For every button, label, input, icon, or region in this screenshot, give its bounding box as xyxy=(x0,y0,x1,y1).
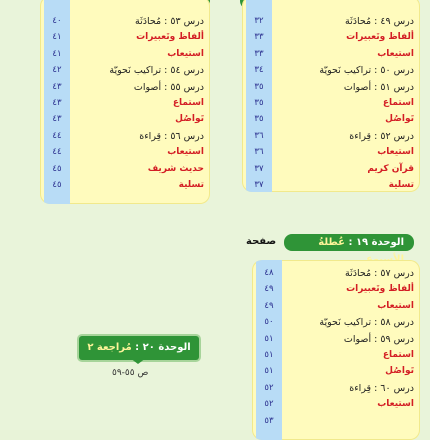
page-number: ٤١ xyxy=(52,48,62,59)
toc-entry: درس ٥٠ : تراكيب نَحويّة xyxy=(319,65,414,77)
page-number: ٤٤ xyxy=(52,130,62,141)
toc-entry: درس ٥٩ : أصوات xyxy=(343,333,414,345)
toc-entry: حديث شريف xyxy=(147,163,204,174)
page-number: ٣٦ xyxy=(254,147,264,158)
page-number: ٣٢ xyxy=(254,16,264,26)
unit-17-page-column xyxy=(246,0,272,192)
page-number: ٣٧ xyxy=(254,180,264,190)
page-number: ٤٩ xyxy=(264,300,274,311)
page-number: ٣٤ xyxy=(254,65,264,76)
page-number: ٤٣ xyxy=(52,81,62,92)
toc-entry: تسلية xyxy=(388,180,414,190)
page-number: ٥١ xyxy=(264,350,274,360)
unit-20-prefix: الوحدة ٢٠ : xyxy=(131,342,191,353)
unit-20-review-badge xyxy=(79,336,199,360)
unit-18-card xyxy=(40,0,210,204)
toc-entry: درس ٤٩ : مُحادَثَة xyxy=(345,16,414,27)
toc-entry: استيعاب xyxy=(377,399,414,410)
page-number: ٥٣ xyxy=(264,415,274,426)
toc-entry: استيعاب xyxy=(377,300,414,311)
unit-20-pages: ص ٥٥-٥٩ xyxy=(112,368,149,378)
unit-20-title: مُراجعة ٢ xyxy=(87,342,132,353)
page-number: ٣٥ xyxy=(254,81,264,92)
toc-entry: تسلية xyxy=(178,180,204,190)
toc-entry: استيعاب xyxy=(377,48,414,59)
toc-entry: ألفاظ وتَعبيرات xyxy=(136,32,204,43)
page-number: ٥١ xyxy=(264,366,274,377)
unit-18-rows xyxy=(74,0,210,204)
unit-17-card xyxy=(242,0,420,192)
page-number: ٤٨ xyxy=(264,268,274,278)
page-number: ٣٥ xyxy=(254,98,264,108)
page-number: ٣٣ xyxy=(254,32,264,43)
toc-entry: درس ٥٤ : تراكيب نَحويّة xyxy=(109,65,204,77)
toc-entry: استماع xyxy=(382,98,414,108)
page-number: ٣٧ xyxy=(254,163,264,174)
toc-entry: تَواصُل xyxy=(175,114,204,125)
page-number: ٤٤ xyxy=(52,147,62,158)
page-number: ٤١ xyxy=(52,32,62,43)
toc-entry: تَواصُل xyxy=(385,114,414,125)
unit-19-card xyxy=(252,260,420,440)
toc-entry: ألفاظ وتَعبيرات xyxy=(346,32,414,43)
page-number: ٤٣ xyxy=(52,114,62,125)
toc-entry: درس ٥١ : أصوات xyxy=(343,81,414,93)
toc-entry: استماع xyxy=(382,350,414,360)
page-number: ٤٥ xyxy=(52,163,62,174)
toc-entry: درس ٦٠ : قِراءة xyxy=(349,382,414,394)
page-number: ٤٠ xyxy=(52,16,62,26)
unit-19-header xyxy=(284,234,414,251)
page-number: ٥٠ xyxy=(264,317,274,328)
page-number: ٥١ xyxy=(264,333,274,344)
toc-entry xyxy=(290,414,414,429)
toc-entry: درس ٥٦ : قِراءة xyxy=(139,130,204,142)
unit-18-page-column xyxy=(44,0,70,204)
page-number: ٣٦ xyxy=(254,130,264,141)
page-number: ٥٢ xyxy=(264,382,274,393)
toc-entry: درس ٥٣ : مُحادَثَة xyxy=(135,16,204,27)
toc-entry: قرآن كريم xyxy=(367,163,414,174)
toc-entry: استيعاب xyxy=(167,48,204,59)
page-number: ٤٩ xyxy=(264,284,274,295)
review-pointer xyxy=(130,358,146,364)
page-number: ٤٢ xyxy=(52,65,62,76)
page-number: ٣٣ xyxy=(254,48,264,59)
unit-19-header-prefix: الوحدة ١٩ : xyxy=(344,237,404,248)
unit-19-header-title: عُطلةُ xyxy=(318,237,345,248)
unit-17-rows xyxy=(276,0,420,192)
toc-entry: درس ٥٨ : تراكيب نَحويّة xyxy=(319,317,414,329)
unit-19-page-column xyxy=(256,260,282,440)
toc-entry: استماع xyxy=(172,98,204,108)
page-number: ٣٥ xyxy=(254,114,264,125)
page-number: ٥٢ xyxy=(264,399,274,410)
toc-entry: استيعاب xyxy=(377,147,414,158)
toc-entry: درس ٥٧ : مُحادَثَة xyxy=(345,268,414,279)
toc-entry: درس ٥٥ : أصوات xyxy=(133,81,204,93)
page-number: ٤٣ xyxy=(52,98,62,108)
page-column-label: صفحة xyxy=(246,236,277,247)
toc-entry: تَواصُل xyxy=(385,366,414,377)
toc-entry: استيعاب xyxy=(167,147,204,158)
unit-19-rows xyxy=(286,260,420,440)
toc-entry: درس ٥٢ : قِراءة xyxy=(349,130,414,142)
toc-entry: ألفاظ وتَعبيرات xyxy=(346,284,414,295)
page-number: ٤٥ xyxy=(52,180,62,190)
